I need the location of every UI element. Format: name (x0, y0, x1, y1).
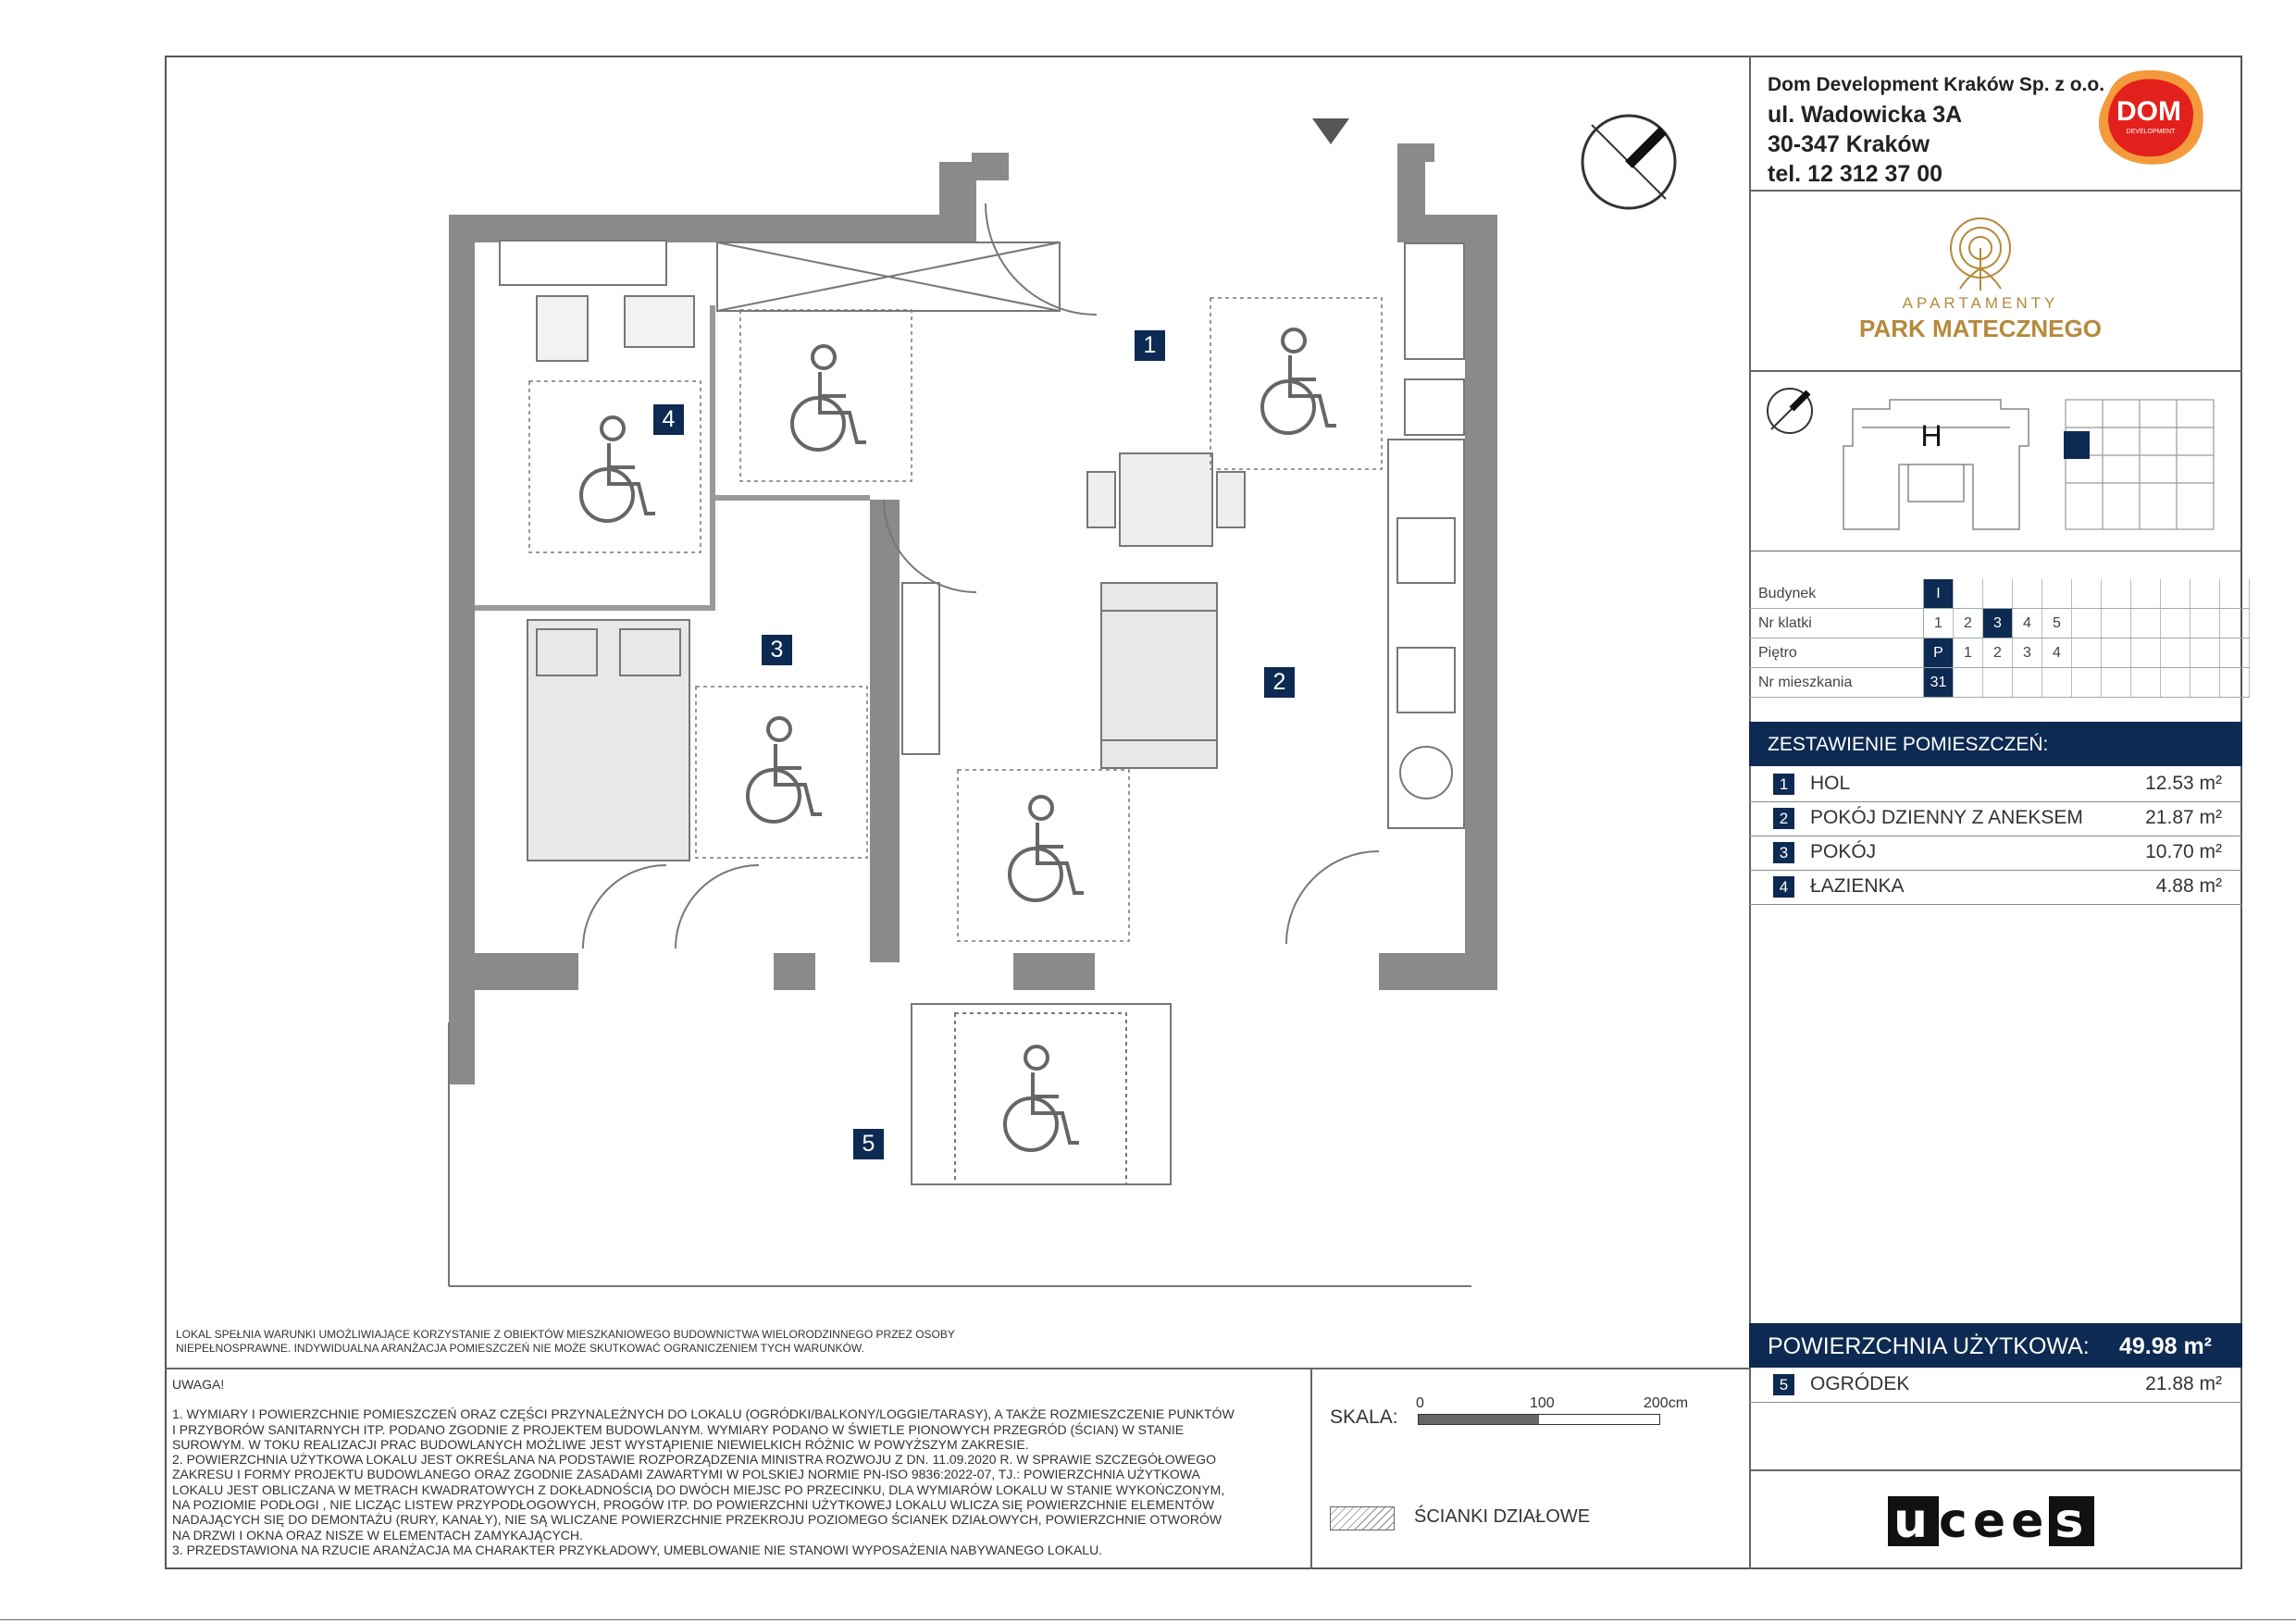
attribute-cell: 1 (1954, 638, 1983, 668)
partition-legend-label: ŚCIANKI DZIAŁOWE (1414, 1506, 1591, 1527)
attribute-cell (2191, 668, 2220, 698)
top-divider (1749, 190, 2242, 192)
kitchen-counter (1388, 243, 1464, 828)
attribute-cell: P (1924, 638, 1954, 668)
attribute-cell (2220, 668, 2250, 698)
rooms-header-bar (1749, 722, 2242, 766)
keyplan-highlight-marker (2064, 431, 2090, 459)
wardrobe (717, 242, 1060, 311)
note-line: 1. WYMIARY I POWIERZCHNIE POMIESZCZEŃ ORAZ CZĘŚCI PRZYNALEŻNYCH DO LOKALU (OGRÓDKI/BALKONY/LOGGIE/TARASY), A TAKŻE ROZMIESZCZENIE PUNKTÓW (172, 1406, 1235, 1422)
attributes-row (1749, 668, 2250, 698)
room-name: POKÓJ (1810, 841, 1877, 862)
ucees-logo-last: s (2049, 1496, 2094, 1546)
attribute-cell (2131, 638, 2161, 668)
scale-bar (1418, 1414, 1660, 1425)
notes-block (172, 1377, 1283, 1557)
sofa (1101, 583, 1217, 768)
accessibility-note (176, 1328, 1009, 1356)
page-bottom-line (0, 1619, 2296, 1620)
accessibility-note-line: NIEPEŁNOSPRAWNE. INDYWIDUALNA ARANŻACJA POMIESZCZEŃ NIE MOŻE SKUTKOWAĆ OGRANICZENIEM TYCH WARUNKÓW. (176, 1342, 864, 1355)
keyplan-compass-icon (1768, 389, 1812, 433)
room-row (1749, 836, 2242, 871)
room-badge-2: 2 (1264, 667, 1295, 698)
keyplan-building-letter: H (1920, 419, 1942, 452)
bed (527, 620, 689, 861)
room-name: POKÓJ DZIENNY Z ANEKSEM (1810, 807, 2083, 828)
ucees-logo-middle: cee (1939, 1493, 2050, 1549)
window-top (500, 241, 666, 285)
total-area-label: POWIERZCHNIA UŻYTKOWA: (1768, 1333, 2090, 1359)
note-line: ZAKRESU I FORMY PROJEKTU BUDOWLANEGO ORAZ ZGODNIE ZASADAMI ZAWARTYMI W POLSKIEJ NORMIE PN-ISO 9836:2022-07, TJ.: POWIERZCHNIA UŻYTKOWA (172, 1467, 1200, 1482)
attribute-cell (2102, 638, 2131, 668)
attribute-cell (2102, 579, 2131, 609)
attributes-row (1749, 609, 2250, 638)
room-badge-5: 5 (853, 1129, 884, 1159)
attribute-cell: 3 (1983, 609, 2013, 638)
company-name: Dom Development Kraków Sp. z o.o. (1768, 74, 2105, 95)
attribute-cell (2013, 668, 2042, 698)
attribute-cell (2191, 609, 2220, 638)
scale-tick-200: 200cm (1644, 1395, 1689, 1411)
garden-area: 21.88 m² (2145, 1373, 2222, 1394)
attribute-label: Budynek (1749, 579, 1924, 609)
doors (583, 204, 1379, 948)
room-area: 12.53 m² (2145, 773, 2222, 794)
extra-divider (1749, 1469, 2242, 1471)
attribute-cell (1954, 579, 1983, 609)
dom-development-logo (2090, 67, 2210, 168)
attribute-cell (2072, 668, 2102, 698)
note-line: 3. PRZEDSTAWIONA NA RZUCIE ARANŻACJA MA CHARAKTER PRZYKŁADOWY, UMEBLOWANIE NIE STANOWI WYPOSAŻENIA NABYWANEGO LOKALU. (172, 1542, 1103, 1557)
total-area-value: 49.98 m² (2118, 1333, 2212, 1359)
attribute-cell (1954, 668, 1983, 698)
attribute-cell (1983, 668, 2013, 698)
company-phone: tel. 12 312 37 00 (1768, 161, 1943, 187)
attribute-cell: 2 (1983, 638, 2013, 668)
room3-wardrobe (902, 583, 939, 754)
room-badge-3: 3 (762, 635, 792, 665)
attribute-cell: 31 (1924, 668, 1954, 698)
bathroom-fixtures (537, 296, 694, 361)
accessibility-note-line: LOKAL SPEŁNIA WARUNKI UMOŻLIWIAJĄCE KORZYSTANIE Z OBIEKTÓW MIESZKANIOWEGO BUDOWNICTWA WIELORODZINNEGO PRZEZ OSOBY (176, 1328, 955, 1341)
attribute-cell (2161, 668, 2191, 698)
ucees-logo-first: u (1888, 1496, 1939, 1546)
attribute-cell: I (1924, 579, 1954, 609)
room-num: 3 (1773, 842, 1794, 863)
project-title: PARK MATECZNEGO (1859, 315, 2102, 342)
room-name: ŁAZIENKA (1810, 875, 1905, 897)
company-street: ul. Wadowicka 3A (1768, 102, 1963, 128)
note-line: UWAGA! (172, 1377, 225, 1392)
floor-plan (435, 111, 1508, 1305)
attribute-cell (2013, 579, 2042, 609)
ucees-logo (1888, 1493, 2094, 1549)
wheelchair-icons (581, 329, 1336, 900)
attribute-cell: 4 (2042, 638, 2072, 668)
scale-label: SKALA: (1330, 1406, 1398, 1428)
room-badge-1: 1 (1135, 330, 1165, 361)
note-line: SUROWYM. W TOKU REALIZACJI PRAC BUDOWLANYCH MOŻLIWE JEST WYSTĄPIENIE NIEWIELKICH RÓŻNIC W POWYŻSZYM ZAKRESIE. (172, 1436, 1029, 1452)
attribute-cell (2042, 668, 2072, 698)
attribute-cell (2131, 579, 2161, 609)
room-row (1749, 870, 2242, 905)
logo-text-sub: DEVELOPMENT (2126, 129, 2176, 135)
garden-num: 5 (1773, 1374, 1794, 1395)
north-arrow-icon (1578, 111, 1680, 213)
attribute-label: Piętro (1749, 638, 1924, 668)
room-num: 1 (1773, 774, 1794, 795)
attribute-cell (2191, 638, 2220, 668)
attribute-cell (1983, 579, 2013, 609)
attributes-row (1749, 638, 2250, 668)
company-city: 30-347 Kraków (1768, 131, 1930, 157)
scale-tick-100: 100 (1530, 1395, 1555, 1411)
attribute-cell: 1 (1924, 609, 1954, 638)
note-line: NA POZIOMIE PODŁOGI , NIE LICZĄC LISTEW PRZYPODŁOGOWYCH, PROGÓW ITP. DO POWIERZCHNI UŻYTKOWEJ LOKALU WLICZA SIĘ POWIERZCHNIE ELEMENTÓW (172, 1497, 1215, 1513)
partition-legend-swatch (1330, 1506, 1395, 1530)
attribute-cell (2220, 638, 2250, 668)
room-area: 21.87 m² (2145, 807, 2222, 828)
attribute-cell (2072, 638, 2102, 668)
note-line: I PRZYBORÓW SANITARNYCH ITP. PODANO ZGODNIE Z PROJEKTEM BUDOWLANYM. WYMIARY PODANO W ŚWIETLE PIONOWYCH PRZEGRÓD (ŚCIAN) W STANIE (172, 1421, 1185, 1437)
attribute-cell (2072, 579, 2102, 609)
rooms-header: ZESTAWIENIE POMIESZCZEŃ: (1768, 734, 2049, 755)
attribute-cell (2161, 579, 2191, 609)
keyplan-sector-detail (2066, 400, 2214, 529)
total-area-bar (1749, 1323, 2242, 1368)
garden-terrace (449, 1004, 1471, 1286)
room-row (1749, 801, 2242, 836)
room-num: 4 (1773, 876, 1794, 898)
dining-table (1087, 453, 1245, 546)
logo-text-main: DOM (2116, 96, 2181, 127)
attribute-cell: 2 (1954, 609, 1983, 638)
attribute-label: Nr mieszkania (1749, 668, 1924, 698)
attribute-cell: 5 (2042, 609, 2072, 638)
room-badge-4: 4 (653, 404, 684, 435)
room-num: 2 (1773, 808, 1794, 829)
note-line: 2. POWIERZCHNIA UŻYTKOWA LOKALU JEST OKREŚLANA NA PODSTAWIE ROZPORZĄDZENIA MINISTRA ROZWOJU Z DN. 11.09.2020 R. W SPRAWIE SZCZEGÓŁOWEGO (172, 1452, 1216, 1468)
attribute-cell (2161, 638, 2191, 668)
room-name: HOL (1810, 773, 1851, 794)
attribute-cell (2131, 668, 2161, 698)
key-plan (1751, 372, 2241, 550)
note-line: LOKALU JEST OBLICZANA W METRACH KWADRATOWYCH Z DOKŁADNOŚCIĄ DO DWÓCH MIEJSC PO PRZECINKU, DLA WYMIARÓW LOKALU W STANIE WYKOŃCZONYM, (172, 1481, 1225, 1497)
room-area: 10.70 m² (2145, 841, 2222, 862)
attributes-row (1749, 579, 2250, 609)
attribute-cell (2102, 609, 2131, 638)
room-row (1749, 767, 2242, 802)
attribute-cell (2220, 609, 2250, 638)
project-subtitle: APARTAMENTY (1902, 294, 2059, 312)
note-line: NA DRZWI I OKNA ORAZ NISZE W ELEMENTACH ZAMYKAJĄCYCH. (172, 1527, 583, 1542)
room-area: 4.88 m² (2155, 875, 2222, 897)
attribute-cell (2191, 579, 2220, 609)
attribute-cell: 4 (2013, 609, 2042, 638)
company-info (1768, 70, 2104, 189)
interior-walls (475, 305, 870, 611)
attribute-cell (2131, 609, 2161, 638)
garden-name: OGRÓDEK (1810, 1373, 1910, 1394)
notes-scale-divider (1310, 1368, 1312, 1569)
park-matecznego-logo (1842, 213, 2119, 347)
attribute-cell (2042, 579, 2072, 609)
garden-row (1749, 1368, 2242, 1403)
notes-divider (165, 1368, 1749, 1369)
attribute-cell (2102, 668, 2131, 698)
attribute-cell: 3 (2013, 638, 2042, 668)
tree-emblem-icon (1842, 213, 2119, 291)
attribute-label: Nr klatki (1749, 609, 1924, 638)
entrance-marker-icon (1312, 118, 1349, 146)
attributes-table (1749, 579, 2250, 698)
scale-tick-0: 0 (1416, 1395, 1424, 1411)
attribute-cell (2072, 609, 2102, 638)
attribute-cell (2220, 579, 2250, 609)
attribute-cell (2161, 609, 2191, 638)
note-line: NADAJĄCYCH SIĘ DO DEMONTAŻU (RURY, KANAŁY), NIE SĄ WLICZANE POWIERZCHNIE PRZEKROJU POZIOMEGO ŚCIANEK DZIAŁOWYCH, POWIERZCHNIE OTWORÓW (172, 1512, 1222, 1528)
